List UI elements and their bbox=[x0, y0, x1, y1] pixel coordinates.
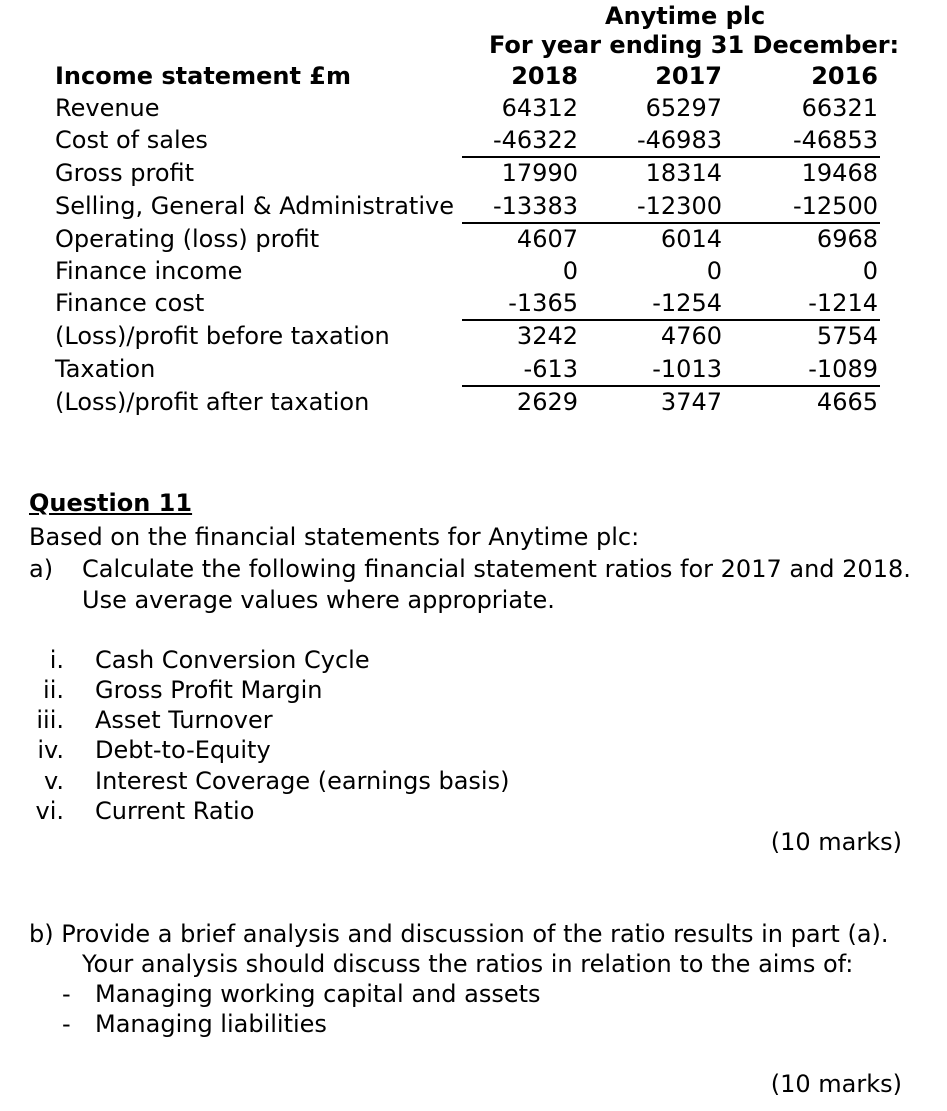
cell-2017: 6014 bbox=[660, 225, 722, 253]
cell-2018: 17990 bbox=[501, 159, 578, 187]
company-title: Anytime plc bbox=[605, 2, 766, 30]
cell-2016: -1214 bbox=[808, 289, 878, 317]
year-header-2017: 2017 bbox=[655, 62, 722, 90]
dash-bullet: - bbox=[62, 1010, 71, 1038]
cell-2018: 0 bbox=[562, 257, 578, 285]
cell-2018: 64312 bbox=[501, 94, 578, 122]
cell-2016: 66321 bbox=[801, 94, 878, 122]
part-a-line2: Use average values where appropriate. bbox=[82, 586, 555, 614]
list-item: Asset Turnover bbox=[95, 706, 273, 734]
row-label: Revenue bbox=[55, 94, 160, 122]
list-number: iv. bbox=[37, 736, 64, 764]
subtotal-rule bbox=[462, 156, 880, 158]
list-number: ii. bbox=[43, 676, 64, 704]
subtotal-rule bbox=[462, 222, 880, 224]
part-a-label: a) bbox=[29, 555, 54, 583]
question-intro: Based on the financial statements for Anytime plc: bbox=[29, 523, 640, 551]
cell-2017: -1013 bbox=[652, 355, 722, 383]
row-label: (Loss)/profit before taxation bbox=[55, 322, 390, 350]
cell-2016: -1089 bbox=[808, 355, 878, 383]
part-b-marks: (10 marks) bbox=[770, 1070, 902, 1098]
year-header-2018: 2018 bbox=[511, 62, 578, 90]
part-b-line2: Your analysis should discuss the ratios in relation to the aims of: bbox=[82, 950, 854, 978]
cell-2016: 5754 bbox=[816, 322, 878, 350]
list-item: Current Ratio bbox=[95, 797, 255, 825]
row-label: Taxation bbox=[55, 355, 156, 383]
cell-2016: 6968 bbox=[816, 225, 878, 253]
row-label: (Loss)/profit after taxation bbox=[55, 388, 370, 416]
part-a-marks: (10 marks) bbox=[770, 828, 902, 856]
question-title: Question 11 bbox=[29, 489, 193, 517]
subtotal-rule bbox=[462, 385, 880, 387]
cell-2017: 4760 bbox=[660, 322, 722, 350]
row-label: Finance cost bbox=[55, 289, 205, 317]
list-item: Interest Coverage (earnings basis) bbox=[95, 767, 510, 795]
cell-2017: 18314 bbox=[645, 159, 722, 187]
cell-2018: 3242 bbox=[516, 322, 578, 350]
list-item: Managing working capital and assets bbox=[95, 980, 541, 1008]
row-label: Finance income bbox=[55, 257, 243, 285]
part-a-line1: Calculate the following financial statement ratios for 2017 and 2018. bbox=[82, 555, 911, 583]
cell-2018: -46322 bbox=[492, 126, 578, 154]
list-number: iii. bbox=[36, 706, 64, 734]
list-item: Gross Profit Margin bbox=[95, 676, 323, 704]
statement-heading: Income statement £m bbox=[55, 62, 351, 90]
cell-2018: -1365 bbox=[508, 289, 578, 317]
row-label: Cost of sales bbox=[55, 126, 208, 154]
row-label: Operating (loss) profit bbox=[55, 225, 320, 253]
cell-2017: -1254 bbox=[652, 289, 722, 317]
cell-2016: 0 bbox=[862, 257, 878, 285]
cell-2016: -12500 bbox=[792, 192, 878, 220]
cell-2018: 4607 bbox=[516, 225, 578, 253]
cell-2017: 0 bbox=[706, 257, 722, 285]
cell-2018: -613 bbox=[523, 355, 578, 383]
row-label: Selling, General & Administrative bbox=[55, 192, 454, 220]
cell-2016: 19468 bbox=[801, 159, 878, 187]
cell-2017: -46983 bbox=[636, 126, 722, 154]
cell-2017: 3747 bbox=[660, 388, 722, 416]
cell-2016: 4665 bbox=[816, 388, 878, 416]
subtotal-rule bbox=[462, 319, 880, 321]
list-number: i. bbox=[49, 646, 64, 674]
cell-2016: -46853 bbox=[792, 126, 878, 154]
dash-bullet: - bbox=[62, 980, 71, 1008]
list-item: Managing liabilities bbox=[95, 1010, 327, 1038]
cell-2018: -13383 bbox=[492, 192, 578, 220]
cell-2017: -12300 bbox=[636, 192, 722, 220]
period-heading: For year ending 31 December: bbox=[489, 31, 900, 59]
list-item: Cash Conversion Cycle bbox=[95, 646, 370, 674]
list-number: v. bbox=[44, 767, 64, 795]
list-number: vi. bbox=[35, 797, 64, 825]
cell-2017: 65297 bbox=[645, 94, 722, 122]
list-item: Debt-to-Equity bbox=[95, 736, 271, 764]
year-header-2016: 2016 bbox=[811, 62, 878, 90]
row-label: Gross profit bbox=[55, 159, 195, 187]
cell-2018: 2629 bbox=[516, 388, 578, 416]
part-b-line1: b) Provide a brief analysis and discussion of the ratio results in part (a). bbox=[29, 920, 889, 948]
